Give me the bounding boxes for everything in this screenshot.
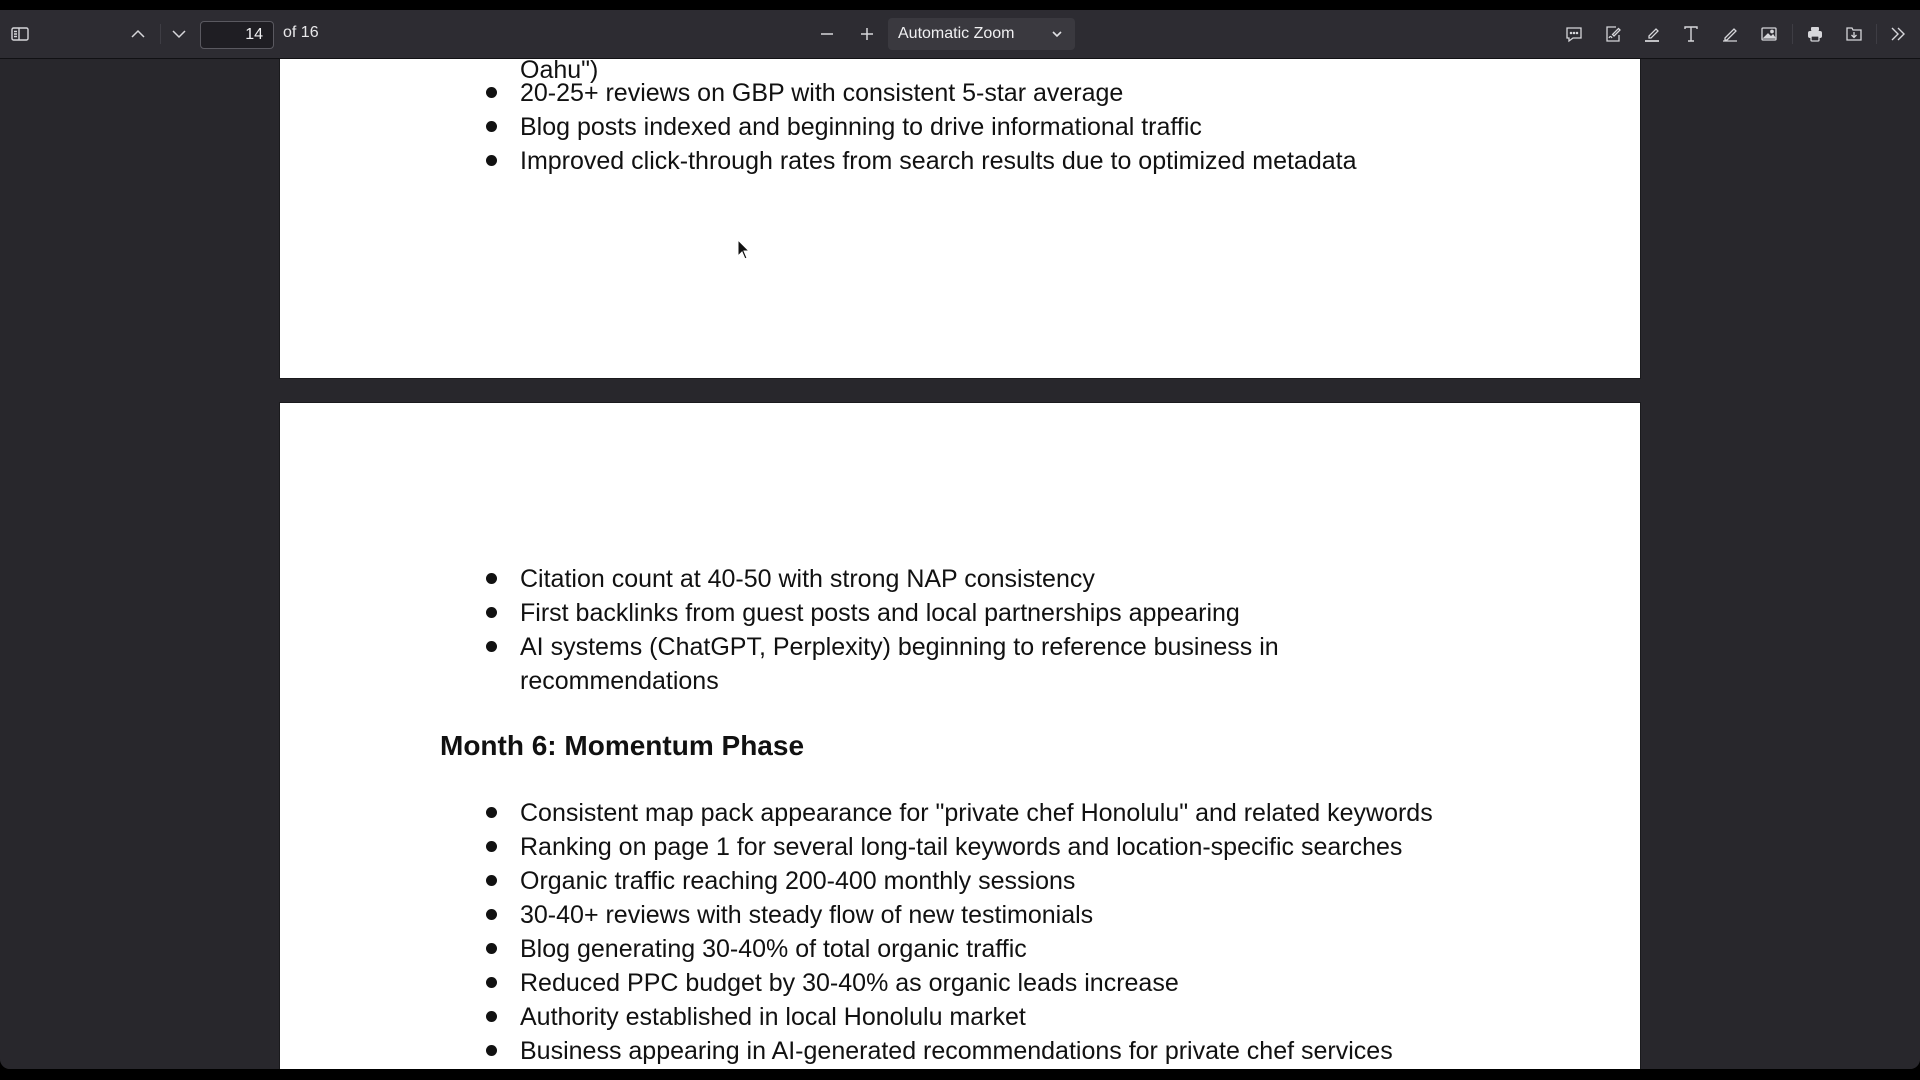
zoom-out-button[interactable] — [811, 18, 843, 50]
plus-icon — [857, 24, 877, 44]
bullet-dot — [486, 1011, 497, 1022]
save-button[interactable] — [1838, 18, 1870, 50]
signature-button[interactable] — [1597, 18, 1629, 50]
page-count-label: of 16 — [283, 24, 319, 41]
list-item: Citation count at 40-50 with strong NAP consistency — [520, 565, 1095, 593]
page-number-input[interactable] — [200, 21, 274, 49]
text-button[interactable] — [1675, 18, 1707, 50]
bullet-dot — [486, 121, 497, 132]
image-icon — [1759, 24, 1779, 44]
list-item: 20-25+ reviews on GBP with consistent 5-star average — [520, 79, 1124, 107]
bullet-dot — [486, 909, 497, 920]
document-viewer[interactable] — [0, 59, 1920, 1069]
list-item: Consistent map pack appearance for "private chef Honolulu" and related keywords — [520, 799, 1433, 827]
toolbar-divider — [1792, 24, 1793, 44]
list-item: 30-40+ reviews with steady flow of new testimonials — [520, 901, 1094, 929]
bullet-dot — [486, 807, 497, 818]
list-item: Organic traffic reaching 200-400 monthly sessions — [520, 867, 1076, 895]
bullet-dot — [486, 875, 497, 886]
zoom-level-value: Automatic Zoom — [898, 25, 1015, 42]
more-tools-button[interactable] — [1882, 18, 1914, 50]
list-item-continuation: recommendations — [520, 667, 719, 695]
chevron-up-icon — [128, 24, 148, 44]
list-item: Reduced PPC budget by 30-40% as organic leads increase — [520, 969, 1179, 997]
pdf-viewer-window — [0, 10, 1920, 1069]
draw-button[interactable] — [1714, 18, 1746, 50]
print-button[interactable] — [1799, 18, 1831, 50]
draw-icon — [1720, 24, 1740, 44]
sidebar-toggle-button[interactable] — [4, 18, 36, 50]
comment-button[interactable] — [1558, 18, 1590, 50]
zoom-in-button[interactable] — [851, 18, 883, 50]
mouse-cursor-icon — [737, 239, 751, 261]
list-item: First backlinks from guest posts and local partnerships appearing — [520, 599, 1240, 627]
bullet-dot — [486, 841, 497, 852]
save-icon — [1844, 24, 1864, 44]
bullet-dot — [486, 641, 497, 652]
highlight-button[interactable] — [1636, 18, 1668, 50]
section-heading: Month 6: Momentum Phase — [440, 730, 805, 761]
list-item: Authority established in local Honolulu market — [520, 1003, 1026, 1031]
more-tools-icon — [1888, 24, 1908, 44]
sidebar-toggle-icon — [10, 24, 30, 44]
toolbar-divider — [160, 24, 161, 44]
minus-icon — [817, 24, 837, 44]
print-icon — [1805, 24, 1825, 44]
pdf-page-15 — [280, 403, 1640, 1069]
bullet-dot — [486, 155, 497, 166]
toolbar-divider — [1876, 24, 1877, 44]
previous-page-button[interactable] — [122, 18, 154, 50]
chevron-down-icon — [1049, 26, 1065, 42]
list-item: AI systems (ChatGPT, Perplexity) beginning to reference business in — [520, 633, 1279, 661]
list-item: Business appearing in AI-generated recommendations for private chef services — [520, 1037, 1393, 1065]
bullet-dot — [486, 1045, 497, 1056]
list-item: Blog posts indexed and beginning to drive informational traffic — [520, 113, 1202, 141]
bullet-dot — [486, 87, 497, 98]
pdf-page-14 — [280, 59, 1640, 378]
bullet-dot — [486, 977, 497, 988]
bullet-continuation: Oahu") — [520, 59, 599, 84]
chevron-down-icon — [169, 24, 189, 44]
text-icon — [1681, 24, 1701, 44]
comment-icon — [1564, 24, 1584, 44]
bullet-dot — [486, 607, 497, 618]
add-image-button[interactable] — [1753, 18, 1785, 50]
list-item: Improved click-through rates from search results due to optimized metadata — [520, 147, 1357, 175]
bullet-dot — [486, 943, 497, 954]
next-page-button[interactable] — [163, 18, 195, 50]
list-item: Blog generating 30-40% of total organic traffic — [520, 935, 1027, 963]
toolbar — [0, 10, 1920, 59]
bullet-dot — [486, 573, 497, 584]
zoom-select[interactable] — [888, 18, 1075, 50]
signature-icon — [1603, 24, 1623, 44]
list-item: Ranking on page 1 for several long-tail keywords and location-specific searches — [520, 833, 1403, 861]
highlight-icon — [1642, 24, 1662, 44]
